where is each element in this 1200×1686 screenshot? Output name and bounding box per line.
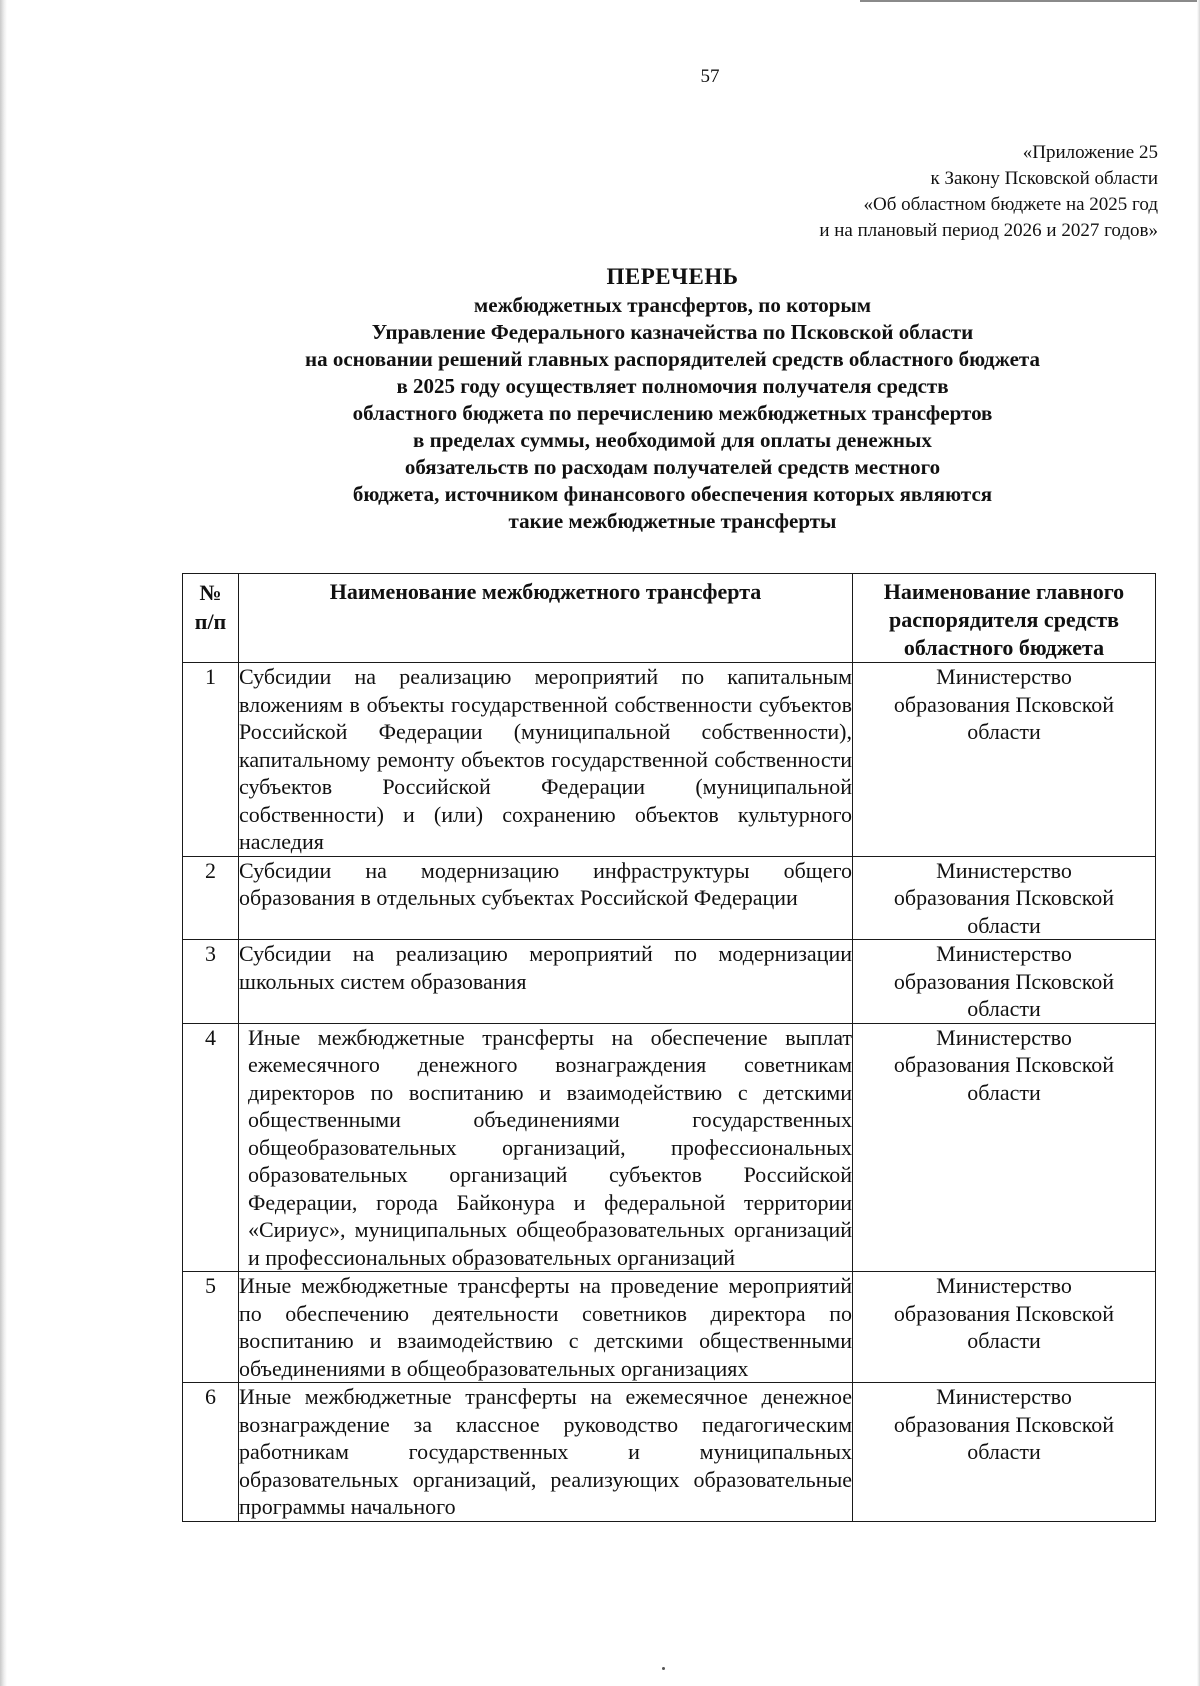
- row-num: 2: [183, 856, 239, 940]
- scan-edge-left: [0, 0, 7, 1686]
- row-owner-line-2: образования Псковской: [893, 885, 1115, 910]
- row-transfer-name: Иные межбюджетные трансферты на обеспечение выплат ежемесячного денежного вознаграждения советникам директоров по воспитанию и взаимодействию с детскими общественными объединениями государственных общеобразовательных организаций, профессиональных образовательных организаций субъектов Российской Федерации, города Байконура и федеральной территории «Сириус», муниципальных общеобразовательных организаций и профессиональных образовательных организаций: [239, 1023, 853, 1272]
- row-owner: [853, 1023, 1156, 1272]
- table-row: [183, 1023, 1156, 1272]
- table-row: [183, 1383, 1156, 1522]
- row-owner-line-2: образования Псковской: [893, 1052, 1115, 1077]
- row-owner-line-2: образования Псковской: [893, 968, 1115, 994]
- row-transfer-name: Субсидии на реализацию мероприятий по капитальным вложениям в объекты государственной собственности субъектов Российской Федерации (муниципальной собственности), капитальному ремонту объектов государственной собственности субъектов Российской Федерации (муниципальной собственности) и (или) сохранению объектов культурного наследия: [239, 664, 852, 854]
- header-num: [183, 574, 239, 663]
- row-owner: [853, 663, 1156, 857]
- title-line-3: на основании решений главных распорядителей средств областного бюджета: [305, 347, 1040, 371]
- title-line-8: бюджета, источником финансового обеспечения которых являются: [352, 482, 993, 506]
- page-number: 57: [700, 66, 720, 87]
- row-transfer-name: Иные межбюджетные трансферты на проведение мероприятий по обеспечению деятельности советников директора по воспитанию и взаимодействию с детскими общественными объединениями в общеобразовательных организациях: [239, 1273, 852, 1381]
- row-owner-line-2: образования Псковской: [893, 691, 1115, 717]
- row-owner-line-3: области: [967, 1079, 1041, 1105]
- row-num: 1: [183, 663, 239, 857]
- header-owner: [853, 574, 1156, 663]
- row-owner-line-1: Министерство: [936, 941, 1072, 966]
- row-transfer-name: Иные межбюджетные трансферты на ежемесячное денежное вознаграждение за классное руководство педагогическим работникам государственных и муниципальных образовательных организаций, реализующих образовательные программы начального: [239, 1384, 852, 1519]
- appendix-line-2: к Закону Псковской области: [930, 168, 1158, 189]
- title-line-5: областного бюджета по перечислению межбюджетных трансфертов: [352, 401, 993, 425]
- header-owner-line-1: Наименование главного: [883, 579, 1125, 604]
- transfers-table: [182, 573, 1156, 1522]
- header-owner-line-2: распорядителя средств: [889, 607, 1119, 632]
- table-row: [183, 940, 1156, 1024]
- scan-speck: [662, 1667, 665, 1670]
- row-owner: [853, 940, 1156, 1024]
- appendix-line-4: и на плановый период 2026 и 2027 годов»: [819, 220, 1158, 241]
- row-owner-line-1: Министерство: [936, 857, 1072, 883]
- row-owner-line-3: области: [967, 912, 1041, 938]
- row-owner-line-2: образования Псковской: [893, 1411, 1115, 1437]
- row-num: 4: [183, 1023, 239, 1272]
- table-header-row: [183, 574, 1156, 663]
- header-owner-line-3: областного бюджета: [903, 635, 1105, 660]
- title-line-6: в пределах суммы, необходимой для оплаты денежных: [413, 428, 932, 452]
- row-owner-line-3: области: [967, 1439, 1041, 1464]
- header-num-line-2: п/п: [194, 609, 227, 634]
- title-line-1: межбюджетных трансфертов, по которым: [473, 293, 872, 317]
- title-line-4: в 2025 году осуществляет полномочия получателя средств: [396, 374, 949, 398]
- table-row: [183, 856, 1156, 940]
- appendix-line-3: «Об областном бюджете на 2025 год: [863, 194, 1158, 215]
- row-owner: [853, 1272, 1156, 1383]
- row-owner-line-1: Министерство: [936, 1384, 1072, 1409]
- title-line-9: такие межбюджетные трансферты: [508, 509, 837, 533]
- row-owner-line-3: области: [967, 996, 1041, 1021]
- row-transfer-name: Субсидии на модернизацию инфраструктуры общего образования в отдельных субъектах Российской Федерации: [239, 856, 853, 940]
- document-title: [180, 262, 1165, 535]
- row-owner-line-1: Министерство: [936, 664, 1072, 689]
- title-line-2: Управление Федерального казначейства по Псковской области: [371, 320, 974, 344]
- table-row: [183, 1272, 1156, 1383]
- row-num: 5: [183, 1272, 239, 1383]
- row-transfer-name: Субсидии на реализацию мероприятий по модернизации школьных систем образования: [239, 940, 853, 1024]
- row-num: 6: [183, 1383, 239, 1522]
- header-num-line-1: №: [199, 580, 222, 605]
- row-owner-line-2: образования Псковской: [893, 1300, 1115, 1326]
- appendix-block: [819, 140, 1158, 244]
- row-owner-line-3: области: [967, 719, 1041, 744]
- scan-edge-top: [860, 0, 1200, 2]
- row-num: 3: [183, 940, 239, 1024]
- row-owner: [853, 856, 1156, 940]
- row-owner: [853, 1383, 1156, 1522]
- row-owner-line-3: области: [967, 1328, 1041, 1353]
- header-name: Наименование межбюджетного трансферта: [239, 574, 853, 663]
- row-owner-line-1: Министерство: [936, 1024, 1072, 1050]
- appendix-line-1: «Приложение 25: [1022, 142, 1158, 163]
- row-owner-line-1: Министерство: [936, 1273, 1072, 1298]
- table-row: [183, 663, 1156, 857]
- title-line-7: обязательств по расходам получателей средств местного: [404, 455, 941, 479]
- title-main: ПЕРЕЧЕНЬ: [606, 264, 739, 289]
